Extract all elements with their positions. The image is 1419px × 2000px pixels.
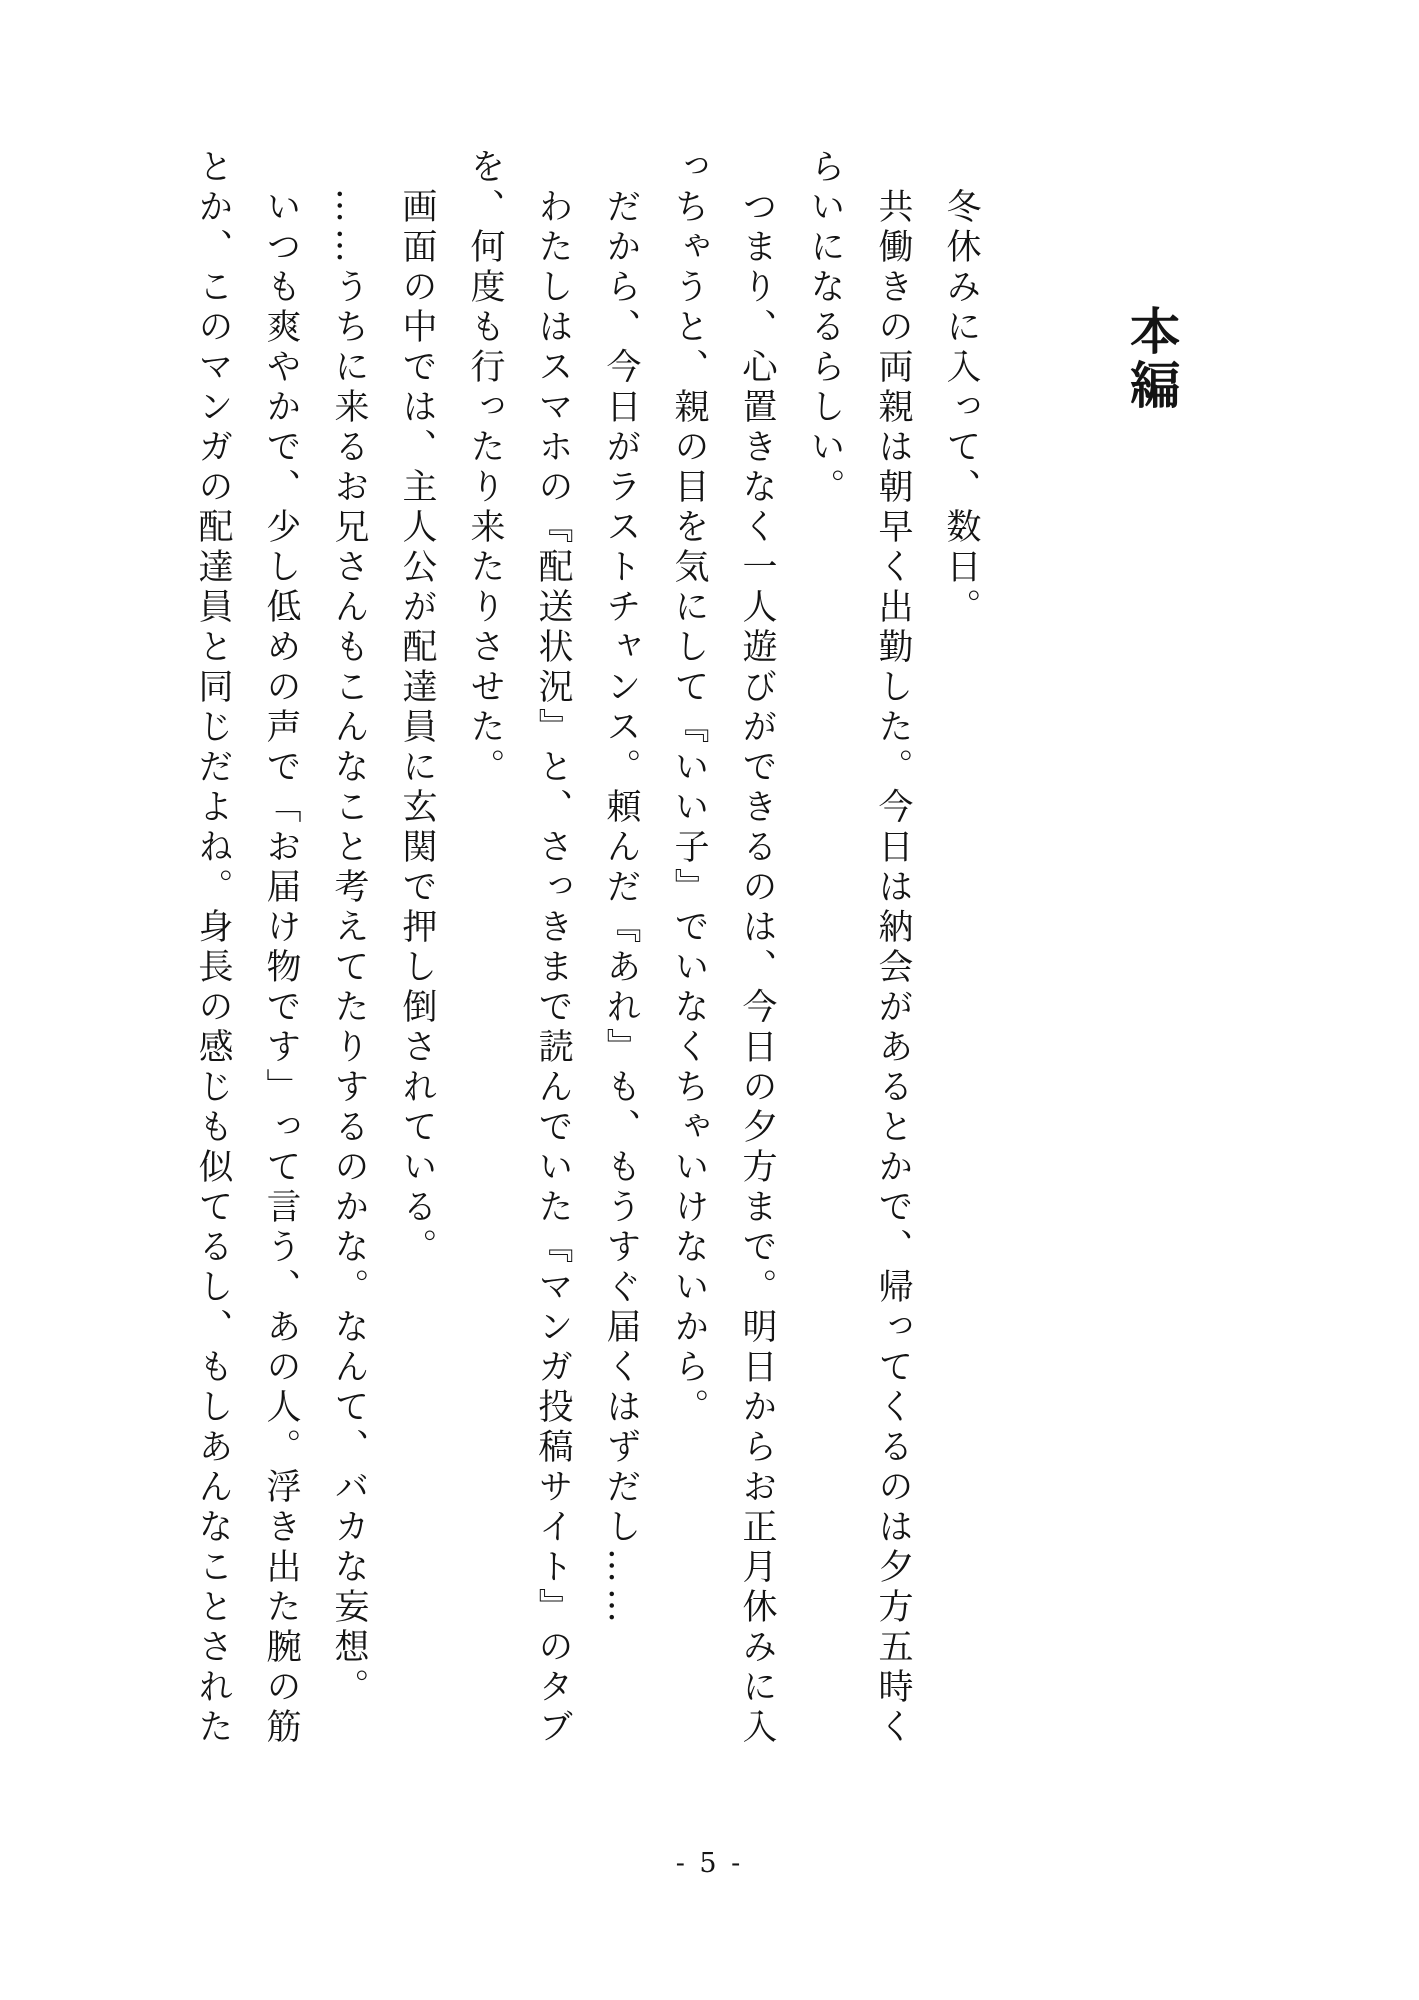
body-line: 共働きの両親は朝早く出勤した。今日は納会があるとかで、帰ってくるのは夕方五時く bbox=[873, 148, 913, 1748]
body-line: ……うちに来るお兄さんもこんなこと考えてたりするのかな。なんて、バカな妄想。 bbox=[329, 148, 369, 1708]
body-line: いつも爽やかで、少し低めの声で「お届け物です」って言う、あの人。浮き出た腕の筋 bbox=[261, 148, 301, 1748]
page-number: - 5 - bbox=[675, 1848, 744, 1879]
body-line: 冬休みに入って、数日。 bbox=[941, 148, 981, 628]
section-title: 本編 bbox=[1122, 305, 1181, 413]
body-line: 画面の中では、主人公が配達員に玄関で押し倒されている。 bbox=[397, 148, 437, 1268]
body-line: だから、今日がラストチャンス。頼んだ『あれ』も、もうすぐ届くはずだし…… bbox=[601, 148, 641, 1628]
body-line: を、何度も行ったり来たりさせた。 bbox=[465, 148, 505, 788]
body-line: つまり、心置きなく一人遊びができるのは、今日の夕方まで。明日からお正月休みに入 bbox=[737, 148, 777, 1748]
body-line: っちゃうと、親の目を気にして『いい子』でいなくちゃいけないから。 bbox=[669, 148, 709, 1428]
body-line: らいになるらしい。 bbox=[805, 148, 845, 508]
body-line: とか、このマンガの配達員と同じだよね。身長の感じも似てるし、もしあんなことされた bbox=[193, 148, 233, 1748]
body-text-block bbox=[179, 148, 995, 1808]
body-line: わたしはスマホの『配送状況』と、さっきまで読んでいた『マンガ投稿サイト』のタブ bbox=[533, 148, 573, 1748]
